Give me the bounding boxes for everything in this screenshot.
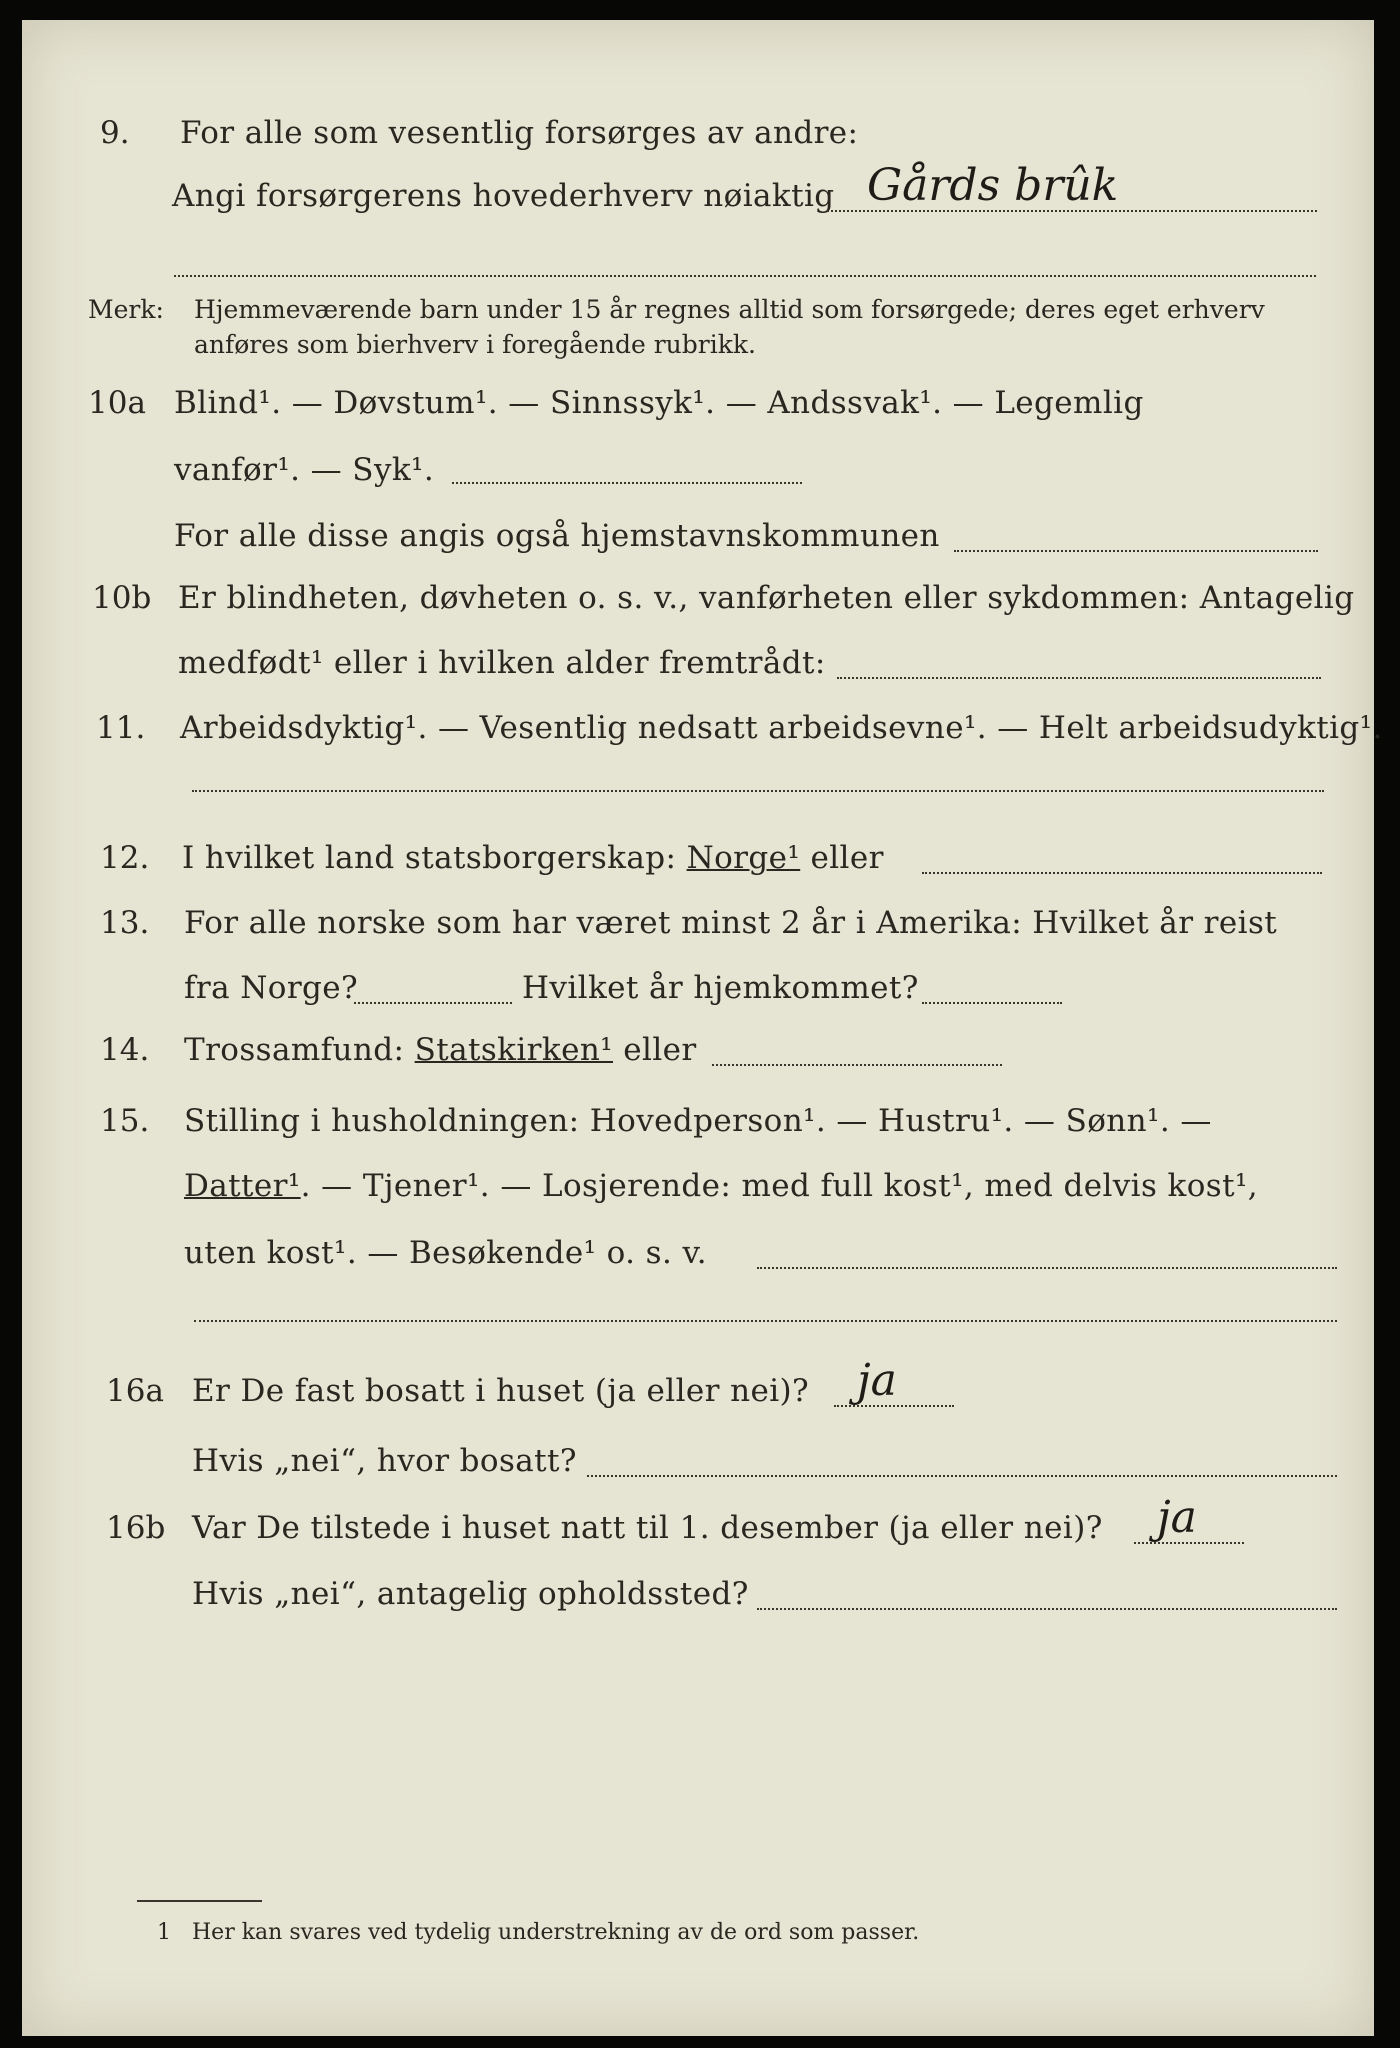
q12-number: 12. bbox=[100, 840, 150, 876]
q15-text-2 bbox=[184, 1168, 1258, 1204]
footnote-rule bbox=[137, 1900, 262, 1902]
q10a-text-1: Blind¹. — Døvstum¹. — Sinnssyk¹. — Andssvak¹. — Legemlig bbox=[174, 385, 1144, 421]
q13-number: 13. bbox=[100, 905, 150, 941]
q15-text-2-rest: . — Tjener¹. — Losjerende: med full kost¹, med delvis kost¹, bbox=[300, 1168, 1259, 1204]
q12-text bbox=[182, 840, 884, 876]
footnote bbox=[157, 1920, 919, 1945]
q10a-hjemstavn-line[interactable] bbox=[954, 550, 1318, 552]
q16a-text-2: Hvis „nei“, hvor bosatt? bbox=[192, 1443, 577, 1479]
q14-statskirken-underlined: Statskirken¹ bbox=[414, 1032, 614, 1068]
q13-text-1: For alle norske som har været minst 2 år i Amerika: Hvilket år reist bbox=[184, 905, 1278, 941]
q15-text-3: uten kost¹. — Besøkende¹ o. s. v. bbox=[184, 1235, 707, 1271]
q13-hjemkommet: Hvilket år hjemkommet? bbox=[522, 970, 919, 1006]
q16b-number: 16b bbox=[106, 1510, 166, 1546]
merk-label: Merk: bbox=[88, 295, 164, 324]
q16b-handwritten-answer: ja bbox=[1157, 1492, 1197, 1543]
q9-handwritten-answer: Gårds brûk bbox=[867, 160, 1119, 211]
q12-answer-line[interactable] bbox=[922, 872, 1322, 874]
q11-answer-line[interactable] bbox=[192, 790, 1324, 792]
q9-question: For alle som vesentlig forsørges av andre: bbox=[180, 115, 859, 151]
census-form-page bbox=[22, 20, 1383, 2036]
merk-text-2: anføres som bierhverv i foregående rubrikk. bbox=[194, 330, 756, 359]
merk-text-1: Hjemmeværende barn under 15 år regnes alltid som forsørgede; deres eget erhverv bbox=[194, 295, 1265, 324]
q10b-text-2: medfødt¹ eller i hvilken alder fremtrådt: bbox=[178, 645, 826, 681]
q12-prefix: I hvilket land statsborgerskap: bbox=[182, 840, 677, 876]
q16b-text-1: Var De tilstede i huset natt til 1. desember (ja eller nei)? bbox=[192, 1510, 1103, 1546]
q15-datter-underlined: Datter¹ bbox=[184, 1168, 301, 1204]
q10a-text-3: For alle disse angis også hjemstavnskommunen bbox=[174, 518, 940, 554]
q16a-handwritten-answer: ja bbox=[857, 1355, 897, 1406]
q10a-answer-line[interactable] bbox=[452, 482, 802, 484]
q16a-text-1: Er De fast bosatt i huset (ja eller nei)? bbox=[192, 1373, 810, 1409]
q11-number: 11. bbox=[96, 710, 146, 746]
q10b-text-1: Er blindheten, døvheten o. s. v., vanførheten eller sykdommen: Antagelig bbox=[178, 580, 1355, 616]
q14-suffix: eller bbox=[623, 1032, 697, 1068]
q12-norge-underlined: Norge¹ bbox=[686, 840, 801, 876]
q15-text-1: Stilling i husholdningen: Hovedperson¹. — Hustru¹. — Sønn¹. — bbox=[184, 1103, 1212, 1139]
q9-number: 9. bbox=[100, 115, 130, 151]
q15-answer-line-2[interactable] bbox=[194, 1320, 1337, 1322]
q13-reist-line[interactable] bbox=[354, 1002, 512, 1004]
q10b-answer-line[interactable] bbox=[837, 677, 1321, 679]
q13-hjemkommet-line[interactable] bbox=[922, 1002, 1062, 1004]
q16b-text-2: Hvis „nei“, antagelig opholdssted? bbox=[192, 1576, 749, 1612]
q11-text: Arbeidsdyktig¹. — Vesentlig nedsatt arbeidsevne¹. — Helt arbeidsudyktig¹. bbox=[180, 710, 1383, 746]
q10a-number: 10a bbox=[88, 385, 146, 421]
q16a-number: 16a bbox=[106, 1373, 164, 1409]
q10b-number: 10b bbox=[92, 580, 152, 616]
q9-prompt: Angi forsørgerens hovederhverv nøiaktig bbox=[172, 178, 835, 214]
q16b-opholdssted-line[interactable] bbox=[757, 1608, 1337, 1610]
q10a-text-2: vanfør¹. — Syk¹. bbox=[174, 452, 435, 488]
q15-answer-line[interactable] bbox=[757, 1267, 1337, 1269]
q15-number: 15. bbox=[100, 1103, 150, 1139]
q9-answer-line-2[interactable] bbox=[174, 275, 1316, 277]
q12-suffix: eller bbox=[810, 840, 884, 876]
q14-answer-line[interactable] bbox=[712, 1064, 1002, 1066]
q16a-bosatt-line[interactable] bbox=[587, 1475, 1337, 1477]
q13-reist: fra Norge? bbox=[184, 970, 359, 1006]
footnote-text: Her kan svares ved tydelig understrekning av de ord som passer. bbox=[192, 1920, 920, 1945]
q14-prefix: Trossamfund: bbox=[184, 1032, 405, 1068]
q14-text bbox=[184, 1032, 697, 1068]
footnote-mark: 1 bbox=[157, 1920, 171, 1945]
q14-number: 14. bbox=[100, 1032, 150, 1068]
